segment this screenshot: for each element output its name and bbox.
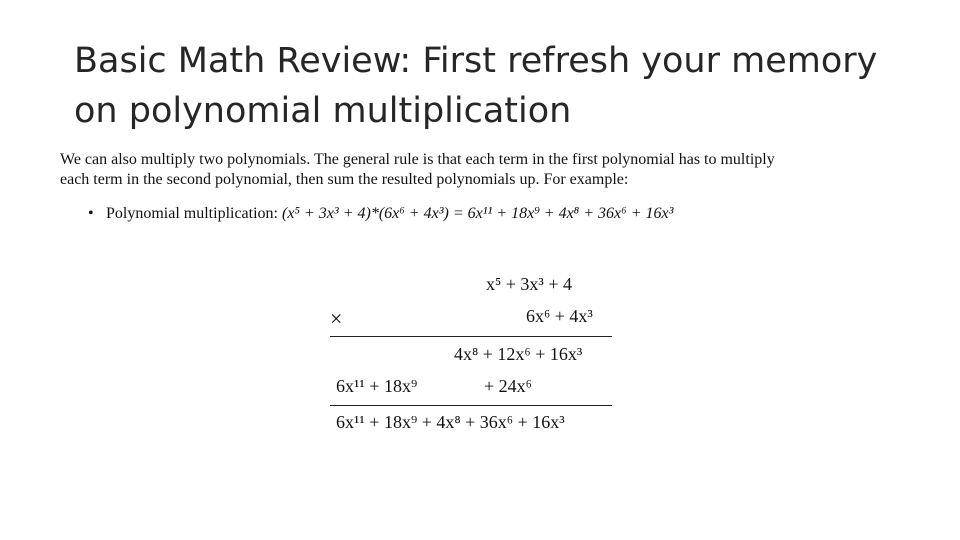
slide-title-line-1: Basic Math Review: First refresh your memory: [74, 41, 878, 81]
long-multiplication-work: [326, 262, 616, 442]
multiplicand: x⁵ + 3x³ + 4: [486, 274, 572, 294]
partial-product-1: 4x⁸ + 12x⁶ + 16x³: [454, 344, 583, 364]
times-sign: ×: [330, 306, 343, 331]
bullet-expression: (x⁵ + 3x³ + 4)*(6x⁶ + 4x³) = 6x¹¹ + 18x⁹ + 4x⁸ + 36x⁶ + 16x³: [282, 205, 674, 222]
slide-title-line-2: on polynomial multiplication: [74, 91, 572, 131]
rule-2: [330, 405, 612, 406]
example-bullet: [88, 204, 673, 224]
bullet-label: Polynomial multiplication:: [106, 205, 282, 222]
partial-product-2-right: + 24x⁶: [484, 376, 532, 396]
intro-line-1: We can also multiply two polynomials. The general rule is that each term in the first polynomial has to multiply: [60, 151, 775, 168]
intro-paragraph: [60, 150, 920, 190]
rule-1: [330, 336, 612, 337]
slide-title: [74, 36, 934, 136]
bullet-marker: •: [88, 205, 94, 222]
intro-line-2: each term in the second polynomial, then sum the resulted polynomials up. For example:: [60, 171, 629, 188]
final-sum: 6x¹¹ + 18x⁹ + 4x⁸ + 36x⁶ + 16x³: [336, 412, 565, 432]
partial-product-2-left: 6x¹¹ + 18x⁹: [336, 376, 418, 396]
multiplier: 6x⁶ + 4x³: [526, 306, 593, 326]
